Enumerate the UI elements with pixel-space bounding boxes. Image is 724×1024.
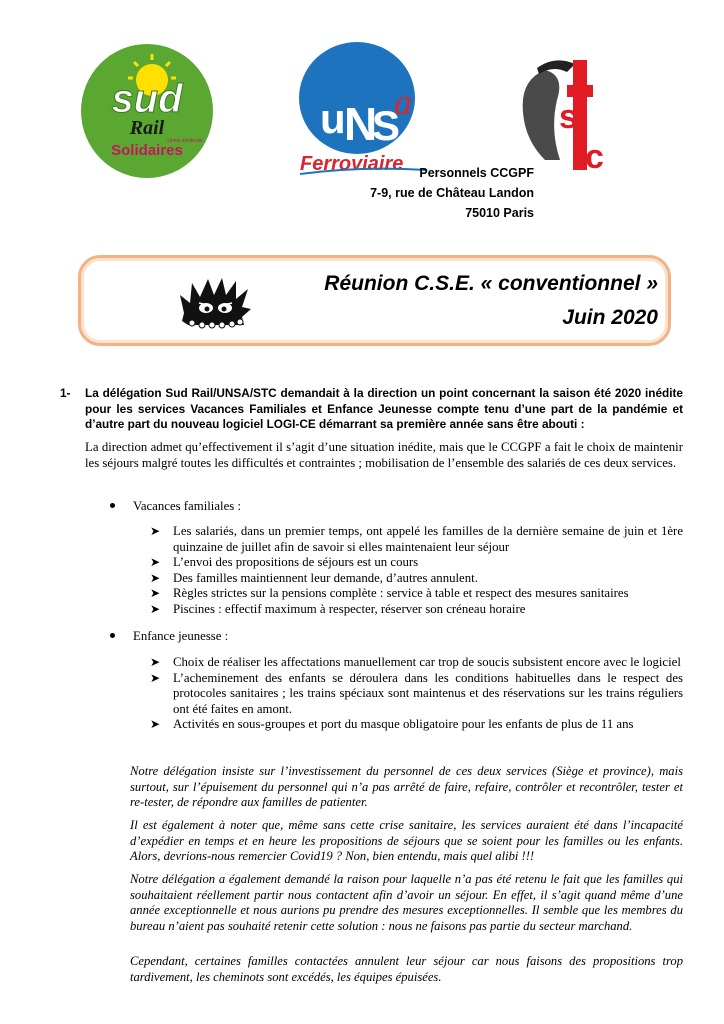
- svg-text:s: s: [559, 98, 578, 136]
- svg-text:u: u: [320, 95, 346, 142]
- list-item: [150, 602, 683, 618]
- list-item: [150, 717, 683, 733]
- arrow-bullet-icon: ➤: [150, 717, 161, 731]
- arrow-bullet-icon: ➤: [150, 601, 161, 616]
- svg-text:N: N: [344, 98, 378, 150]
- paragraph-cependant: Cependant, certaines familles contactées annulent leur séjour car nous faisons des propositions trop tardivement, les cheminots sont excédés, les équipes épuisées.: [130, 954, 683, 984]
- svg-text:c: c: [585, 138, 604, 176]
- svg-text:a: a: [394, 82, 412, 122]
- list-item-text: L’acheminement des enfants se déroulera dans les conditions habituelles dans le respect des protocoles sanitaires ; les trains spéciaux sont maintenus et des réservations sur les trains réguliers ont été faites en amont.: [173, 670, 683, 716]
- stc-logo: [515, 50, 615, 178]
- arrow-bullet-icon: ➤: [150, 524, 161, 538]
- list-item: [150, 524, 683, 555]
- list-item-text: Choix de réaliser les affectations manuellement car trop de soucis subsistent encore avec le logiciel: [173, 655, 681, 669]
- arrow-bullet-icon: ➤: [150, 670, 161, 685]
- address-street: 7-9, rue de Château Landon: [370, 186, 534, 200]
- section-heading: La délégation Sud Rail/UNSA/STC demandait à la direction un point concernant la saison été 2020 inédite pour les services Vacances Familiales et Enfance Jeunesse compte tenu d’une part de la pandémie et d’autre part du nouveau logiciel LOGI-CE démarrant sa première année sans être abouti :: [85, 386, 683, 431]
- category-vacances-familiales: [110, 499, 241, 515]
- section-number: 1-: [60, 386, 71, 400]
- vacances-familiales-list: [150, 524, 683, 617]
- arrow-bullet-icon: ➤: [150, 555, 161, 569]
- list-item-text: Des familles maintiennent leur demande, d’autres annulent.: [173, 570, 478, 585]
- title-banner: [78, 255, 671, 346]
- svg-text:Solidaires: Solidaires: [111, 142, 183, 159]
- sud-rail-logo: [80, 42, 215, 180]
- list-item-text: Piscines : effectif maximum à respecter, réserver son créneau horaire: [173, 601, 526, 616]
- svg-text:Ferroviaire: Ferroviaire: [300, 153, 404, 175]
- list-item-text: Règles strictes sur la pensions complète : service à table et respect des mesures sanitaires: [173, 586, 629, 600]
- list-item: [150, 671, 683, 718]
- category-enfance-jeunesse: [110, 629, 228, 645]
- unsa-ferroviaire-logo: [292, 38, 432, 178]
- page-title: Réunion C.S.E. « conventionnel »: [324, 272, 658, 295]
- list-item: [150, 655, 683, 671]
- enfance-jeunesse-list: [150, 655, 683, 733]
- hedgehog-mascot-icon: [178, 275, 253, 330]
- category-label: Vacances familiales :: [133, 499, 242, 513]
- address-city: 75010 Paris: [465, 206, 534, 220]
- arrow-bullet-icon: ➤: [150, 655, 161, 669]
- svg-text:S: S: [372, 102, 401, 149]
- list-item: [150, 555, 683, 571]
- bullet-icon: [110, 633, 115, 638]
- category-label: Enfance jeunesse :: [133, 629, 229, 643]
- list-item: [150, 571, 683, 587]
- paragraph-investissement: Notre délégation insiste sur l’investissement du personnel de ces deux services (Siège et province), mais surtout, sur l’épuisement du personnel qui n’a pas arrêté de faire, refaire, contrôler et recontrôler, tester et re-tester, de répondre aux familles de patienter.: [130, 764, 683, 809]
- list-item-text: Les salariés, dans un premier temps, ont appelé les familles de la dernière semaine de juin et 1ère quinzaine de juillet afin de savoir si elles maintenaient leur séjour: [173, 524, 683, 554]
- intro-paragraph: La direction admet qu’effectivement il s’agit d’une situation inédite, mais que le CCGPF a fait le choix de maintenir les séjours malgré toutes les difficultés et contraintes ; mobilisation de l’ensemble des salariés de ces deux services.: [85, 440, 683, 470]
- arrow-bullet-icon: ➤: [150, 570, 161, 585]
- list-item-text: L’envoi des propositions de séjours est un cours: [173, 555, 419, 569]
- address-organisation: Personnels CCGPF: [419, 166, 534, 180]
- paragraph-incapacite: Il est également à noter que, même sans cette crise sanitaire, les services auraient été dans l’incapacité d’expédier en temps et en heure les propositions de séjours que se soient pour les familles ou les enfants. Alors, devrions-nous remercier Covid19 ? Non, bien entendu, mais quel alibi !!!: [130, 818, 683, 863]
- svg-text:Rail: Rail: [129, 117, 165, 139]
- paragraph-raison: Notre délégation a également demandé la raison pour laquelle n’a pas été retenu le fait que les familles qui souhaitaient réellement partir nous contactent afin d’avoir un séjour. En effet, il s’agit quand même d’une année exceptionnelle et nous aurions pu prendre des mesures exceptionnelles. Il semble que les membres du bureau n’aient pas souhaité retenir cette solution : nous ne faisons pas partie du secteur marchand.: [130, 872, 683, 933]
- svg-text:sud: sud: [111, 77, 183, 121]
- svg-text:Union syndicale: Union syndicale: [167, 138, 203, 144]
- bullet-icon: [110, 503, 115, 508]
- page-date: Juin 2020: [562, 306, 658, 329]
- list-item: [150, 586, 683, 602]
- list-item-text: Activités en sous-groupes et port du masque obligatoire pour les enfants de plus de 11 ans: [173, 717, 634, 731]
- arrow-bullet-icon: ➤: [150, 586, 161, 600]
